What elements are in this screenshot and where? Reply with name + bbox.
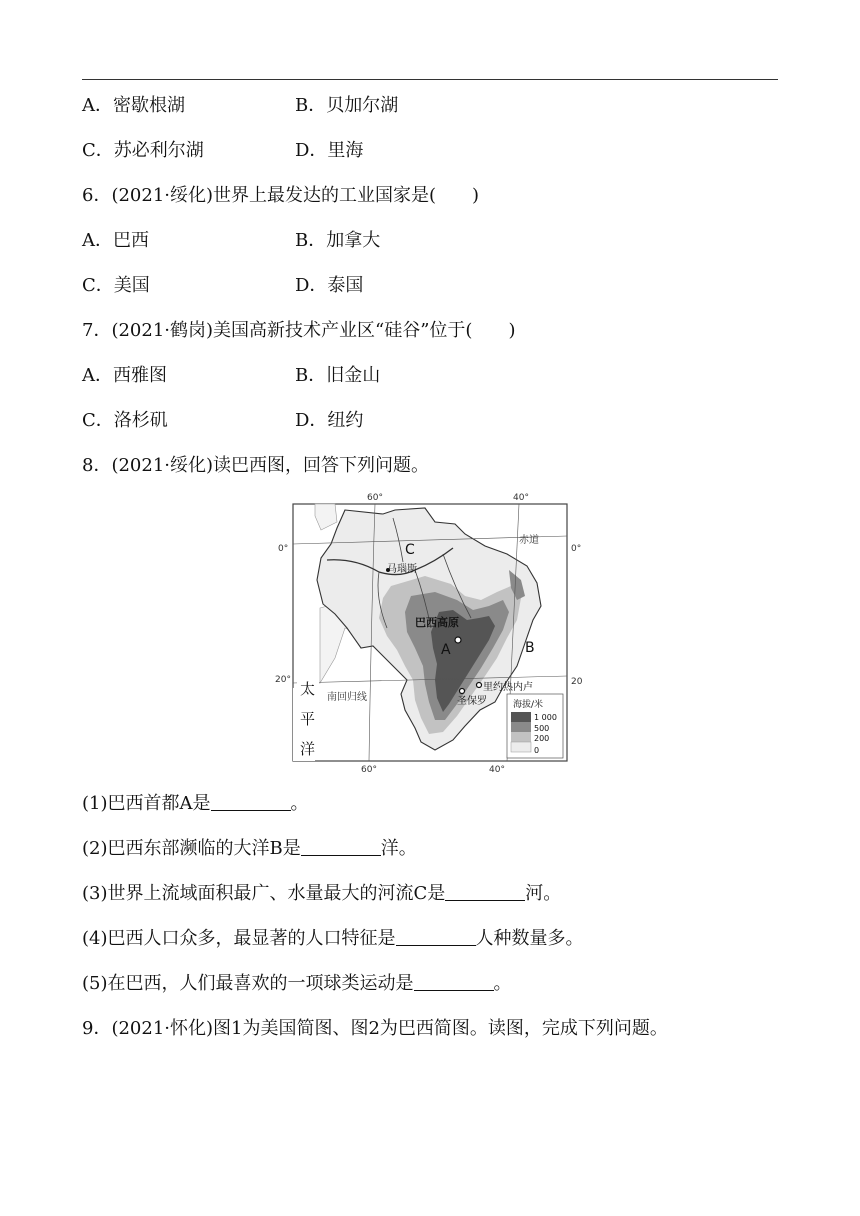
q8-sub5-end: 。 (493, 973, 512, 994)
label-c: C (405, 542, 415, 558)
legend-0: 0 (534, 746, 540, 755)
q8-sub3 (82, 882, 561, 906)
q7-option-c: C．洛杉矶 (82, 410, 168, 431)
label-b: B (525, 640, 535, 656)
legend-swatch-200 (511, 732, 531, 742)
q5-option-a: A．密歇根湖 (82, 95, 185, 116)
lon-60-top: 60° (367, 493, 383, 503)
plateau-label: 巴西高原 (415, 616, 459, 629)
q6-stem: 6．(2021·绥化)世界上最发达的工业国家是( ) (82, 185, 480, 206)
legend-swatch-1000 (511, 712, 531, 722)
rio-label: 里约热内卢 (483, 682, 533, 693)
answer-blank (445, 882, 525, 901)
q7-option-d: D．纽约 (295, 410, 364, 431)
q7-stem: 7．(2021·鹤岗)美国高新技术产业区“硅谷”位于( ) (82, 320, 516, 341)
q8-sub1 (82, 792, 309, 816)
label-a: A (441, 642, 451, 658)
lat-20-right: 20 (571, 677, 583, 687)
q8-sub1-end: 。 (290, 793, 309, 814)
answer-blank (414, 972, 494, 991)
q8-sub4-end: 人种数量多。 (475, 928, 584, 949)
legend-swatch-0 (511, 742, 531, 752)
legend-500: 500 (534, 724, 550, 733)
lon-60-bottom: 60° (361, 765, 377, 773)
equator-label: 赤道 (519, 535, 539, 546)
q6-option-b: B．加拿大 (295, 230, 381, 251)
rio-dot (477, 683, 482, 688)
pacific-char-3: 洋 (300, 740, 316, 758)
q7-option-a: A．西雅图 (82, 365, 167, 386)
pacific-char-2: 平 (300, 710, 316, 728)
q5-option-b: B．贝加尔湖 (295, 95, 399, 116)
q6-option-d: D．泰国 (295, 275, 364, 296)
top-rule (82, 79, 778, 80)
q8-sub1-text: (1)巴西首都A是 (82, 793, 211, 814)
brasilia-dot (455, 637, 461, 643)
answer-blank (211, 792, 291, 811)
lon-40-top: 40° (513, 493, 529, 503)
q8-sub2 (82, 837, 417, 861)
q7-option-b: B．旧金山 (295, 365, 381, 386)
brazil-map (275, 488, 585, 773)
saopaulo-dot (460, 689, 465, 694)
q5-option-d: D．里海 (295, 140, 364, 161)
answer-blank (301, 837, 381, 856)
q8-sub5-text: (5)在巴西，人们最喜欢的一项球类运动是 (82, 973, 414, 994)
manaus-label: 马瑙斯 (387, 564, 417, 575)
pacific-char-1: 太 (300, 680, 316, 698)
lat-0-right: 0° (571, 544, 582, 554)
q8-sub3-end: 河。 (525, 883, 562, 904)
q8-stem: 8．(2021·绥化)读巴西图，回答下列问题。 (82, 455, 430, 476)
legend-title: 海拔/米 (513, 700, 544, 710)
q8-sub4 (82, 927, 584, 951)
q8-sub2-text: (2)巴西东部濒临的大洋B是 (82, 838, 301, 859)
q9-stem: 9．(2021·怀化)图1为美国简图、图2为巴西简图。读图，完成下列问题。 (82, 1018, 668, 1039)
q8-sub4-text: (4)巴西人口众多，最显著的人口特征是 (82, 928, 396, 949)
q8-sub3-text: (3)世界上流域面积最广、水量最大的河流C是 (82, 883, 446, 904)
saopaulo-label: 圣保罗 (457, 696, 487, 707)
q6-option-a: A．巴西 (82, 230, 149, 251)
answer-blank (396, 927, 476, 946)
q5-option-c: C．苏必利尔湖 (82, 140, 204, 161)
q8-sub5 (82, 972, 512, 996)
lat-0-left: 0° (278, 544, 289, 554)
q6-option-c: C．美国 (82, 275, 150, 296)
q8-sub2-end: 洋。 (380, 838, 417, 859)
tropic-label: 南回归线 (327, 692, 367, 703)
legend-200: 200 (534, 734, 550, 743)
lat-20-left: 20° (275, 675, 291, 685)
legend-swatch-500 (511, 722, 531, 732)
legend-1000: 1 000 (534, 713, 557, 722)
lon-40-bottom: 40° (489, 765, 505, 773)
